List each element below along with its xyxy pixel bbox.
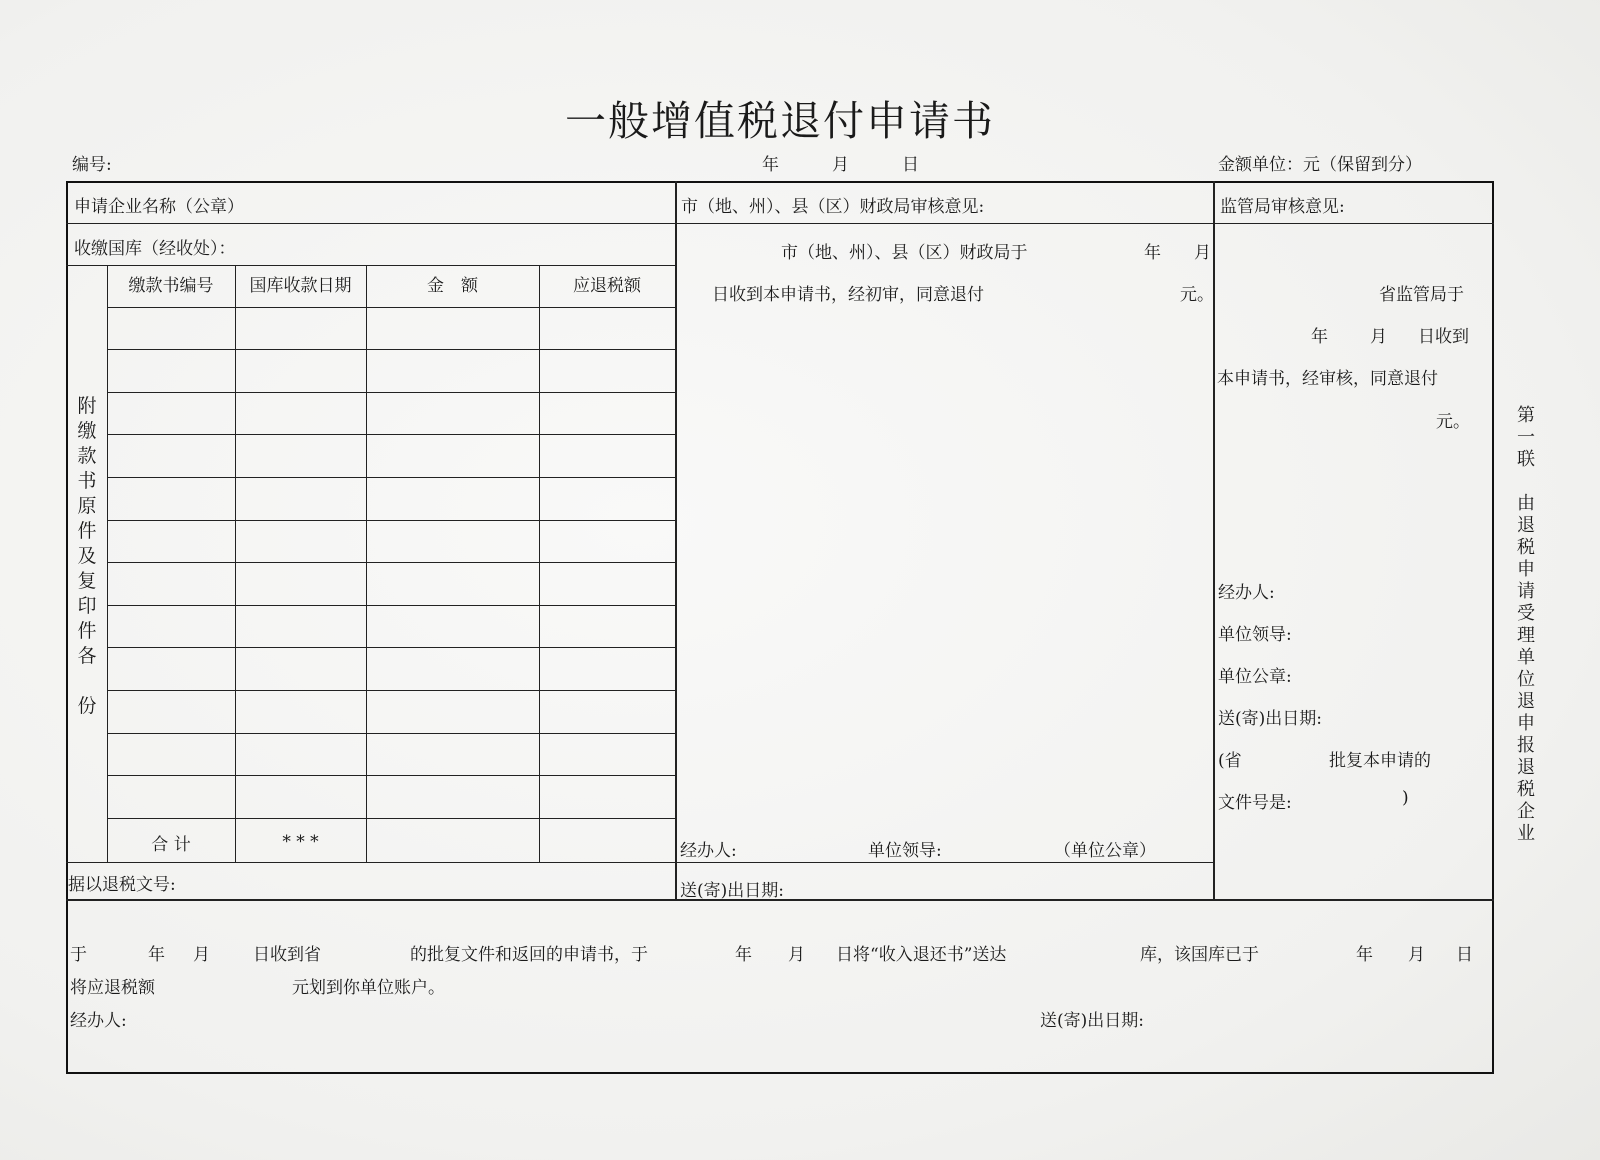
side-char: 件	[77, 620, 97, 642]
supervision-heading: 监管局审核意见:	[1220, 197, 1345, 217]
note-char: 业	[1517, 823, 1535, 844]
supervision-send-date-label: 送(寄)出日期:	[1218, 709, 1322, 729]
note-char: 请	[1517, 581, 1535, 602]
approval-text-label: 批复本申请的	[1329, 751, 1431, 771]
note-char: 企	[1517, 801, 1535, 822]
side-char: 及	[77, 545, 97, 567]
side-char: 附	[77, 395, 97, 417]
header-month-label: 月	[832, 155, 849, 175]
file-number-close: )	[1402, 788, 1409, 808]
table-row-line	[107, 733, 675, 734]
finance-seal-label: （单位公章）	[1054, 841, 1156, 861]
table-vline-1	[235, 265, 236, 862]
finance-handler-label: 经办人:	[680, 841, 737, 861]
note-char: 申	[1517, 559, 1535, 580]
table-row-line	[107, 520, 675, 521]
note-char: 一	[1517, 427, 1535, 448]
copy-side-note	[1514, 405, 1538, 845]
bottom-s4: 日收到省	[253, 945, 321, 965]
note-char	[1514, 471, 1538, 493]
finance-bureau-year: 年	[1144, 243, 1161, 263]
supervision-year: 年	[1311, 327, 1328, 347]
finance-bureau-unit: 元。	[1180, 285, 1214, 305]
finance-bureau-month: 月	[1194, 243, 1211, 263]
note-char: 位	[1517, 669, 1535, 690]
supervision-p3: 本申请书，经审核，同意退付	[1217, 369, 1438, 389]
table-row-line	[107, 818, 675, 819]
table-row-line	[107, 307, 675, 308]
bottom-line2b: 元划到你单位账户。	[292, 978, 445, 998]
note-char: 退	[1517, 691, 1535, 712]
file-number-label: 文件号是:	[1218, 793, 1292, 813]
bottom-send-date-label: 送(寄)出日期:	[1040, 1011, 1144, 1031]
col-header-amount: 金 额	[427, 276, 478, 296]
table-row-line	[107, 605, 675, 606]
bottom-s6: 年	[735, 945, 752, 965]
table-vline-3	[539, 265, 540, 862]
bottom-line2a: 将应退税额	[70, 978, 155, 998]
note-char: 税	[1517, 779, 1535, 800]
finance-bureau-heading: 市（地、州）、县（区）财政局审核意见:	[681, 197, 985, 217]
bottom-s9: 库，该国库已于	[1140, 945, 1259, 965]
supervision-month: 月	[1370, 327, 1387, 347]
table-row-line	[107, 562, 675, 563]
bottom-s1: 于	[70, 945, 87, 965]
supervision-leader-label: 单位领导:	[1218, 625, 1292, 645]
side-char: 复	[77, 570, 97, 592]
table-row-line	[107, 434, 675, 435]
note-char: 由	[1517, 493, 1535, 514]
table-row-line	[107, 647, 675, 648]
table-vline-side	[107, 265, 108, 862]
col-header-treasury-date: 国库收款日期	[249, 276, 352, 296]
note-char: 申	[1517, 713, 1535, 734]
form-title: 一般增值税退付申请书	[565, 97, 995, 145]
side-char: 印	[77, 595, 97, 617]
col-header-payment-no: 缴款书编号	[128, 276, 214, 296]
bottom-s12: 日	[1456, 945, 1473, 965]
table-row-line	[107, 392, 675, 393]
note-char: 退	[1517, 757, 1535, 778]
supervision-p4: 元。	[1436, 412, 1470, 432]
bottom-s7: 月	[788, 945, 805, 965]
divider-left-middle	[675, 181, 677, 899]
note-char: 理	[1517, 625, 1535, 646]
note-char: 单	[1517, 647, 1535, 668]
bottom-s11: 月	[1408, 945, 1425, 965]
finance-bureau-line2: 日收到本申请书，经初审，同意退付	[712, 285, 984, 305]
note-char: 报	[1517, 735, 1535, 756]
company-name-label: 申请企业名称（公章）	[74, 197, 244, 217]
bottom-s2: 年	[148, 945, 165, 965]
supervision-day: 日收到	[1418, 327, 1469, 347]
serial-number-label: 编号:	[72, 155, 112, 175]
side-char: 份	[77, 695, 97, 717]
total-date-mark: * * *	[282, 832, 319, 852]
amount-unit-label: 金额单位：元（保留到分）	[1218, 155, 1422, 175]
side-char: 书	[77, 470, 97, 492]
note-char: 受	[1517, 603, 1535, 624]
bottom-s5: 的批复文件和返回的申请书，于	[410, 945, 648, 965]
col-header-refund: 应退税额	[573, 276, 641, 296]
side-char: 原	[77, 495, 97, 517]
header-day-label: 日	[902, 155, 919, 175]
note-char: 联	[1517, 449, 1535, 470]
total-label: 合 计	[151, 835, 191, 855]
note-char: 第	[1517, 405, 1535, 426]
supervision-p1: 省监管局于	[1379, 285, 1464, 305]
bottom-s10: 年	[1356, 945, 1373, 965]
header-year-label: 年	[762, 155, 779, 175]
finance-leader-label: 单位领导:	[868, 841, 942, 861]
bottom-s3: 月	[193, 945, 210, 965]
attachment-side-label	[77, 394, 97, 719]
table-row-line	[107, 690, 675, 691]
bottom-s8: 日将“收入退还书”送达	[836, 945, 1007, 965]
supervision-seal-label: 单位公章:	[1218, 667, 1292, 687]
note-char: 退	[1517, 515, 1535, 536]
table-vline-2	[366, 265, 367, 862]
refund-doc-no-label: 据以退税文号:	[68, 875, 176, 895]
table-bottom-line	[66, 862, 676, 863]
table-row-line	[107, 775, 675, 776]
table-row-line	[107, 477, 675, 478]
side-char: 款	[77, 445, 97, 467]
finance-send-date-label: 送(寄)出日期:	[680, 881, 784, 901]
side-char: 件	[77, 520, 97, 542]
note-char: 税	[1517, 537, 1535, 558]
supervision-handler-label: 经办人:	[1218, 583, 1275, 603]
table-row-line	[107, 349, 675, 350]
bottom-handler-label: 经办人:	[70, 1011, 127, 1031]
side-char: 缴	[77, 420, 97, 442]
side-char	[77, 669, 97, 694]
side-char: 各	[77, 645, 97, 667]
approval-province-label: (省	[1218, 751, 1242, 771]
treasury-label: 收缴国库（经收处）：	[74, 239, 236, 259]
finance-bottom-line	[675, 862, 1213, 863]
heading-row-line	[66, 223, 1494, 224]
finance-bureau-line1: 市（地、州）、县（区）财政局于	[781, 243, 1028, 263]
